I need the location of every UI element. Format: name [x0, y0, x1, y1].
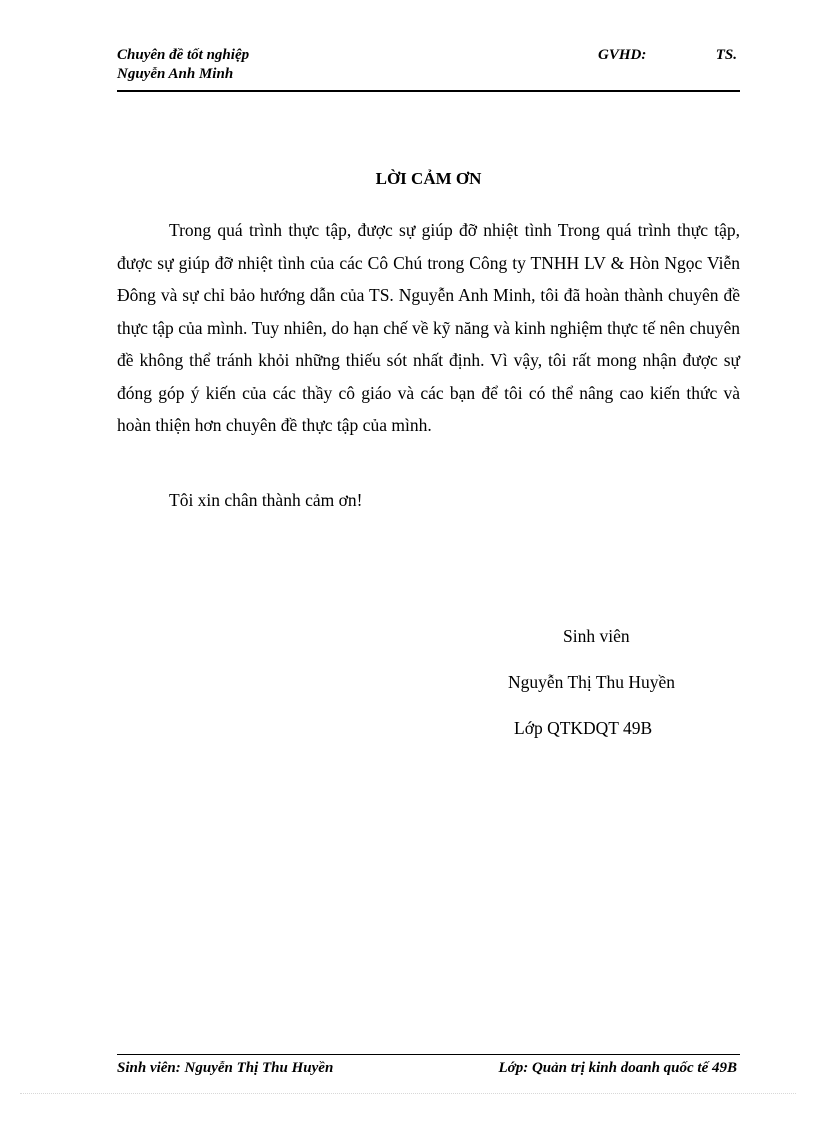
- header-topic: Chuyên đề tốt nghiệp: [117, 47, 250, 63]
- closing-line: Tôi xin chân thành cảm ơn!: [169, 490, 363, 510]
- header-advisor-name: Nguyễn Anh Minh: [117, 66, 234, 82]
- page-header: [117, 46, 740, 92]
- page-edge-divider: [20, 1093, 796, 1094]
- page-title: LỜI CẢM ƠN: [375, 169, 482, 188]
- header-advisor-title: TS.: [715, 47, 737, 63]
- footer-student: Sinh viên: Nguyễn Thị Thu Huyền: [117, 1060, 334, 1076]
- header-advisor-label: GVHD:: [598, 47, 647, 63]
- footer-class: Lớp: Quản trị kinh doanh quốc tế 49B: [498, 1060, 737, 1076]
- signature-role: Sinh viên: [563, 626, 630, 646]
- page-footer: [117, 1054, 740, 1076]
- signature-class: Lớp QTKDQT 49B: [514, 718, 653, 738]
- signature-name: Nguyễn Thị Thu Huyền: [508, 672, 676, 692]
- header-left: [117, 46, 249, 84]
- acknowledgement-paragraph: Trong quá trình thực tập, được sự giúp đỡ nhiệt tình Trong quá trình thực tập, được sự giúp đỡ nhiệt tình của các Cô Chú trong Công ty TNHH LV & Hòn Ngọc Viễn Đông và sự chỉ bảo hướng dẫn của TS. Nguyễn Anh Minh, tôi đã hoàn thành chuyên đề thực tập của mình. Tuy nhiên, do hạn chế về kỹ năng và kinh nghiệm thực tế nên chuyên đề không thể tránh khỏi những thiếu sót nhất định. Vì vậy, tôi rất mong nhận được sự đóng góp ý kiến của các thầy cô giáo và các bạn để tôi có thể nâng cao kiến thức và hoàn thiện hơn chuyên đề thực tập của mình.: [117, 220, 740, 435]
